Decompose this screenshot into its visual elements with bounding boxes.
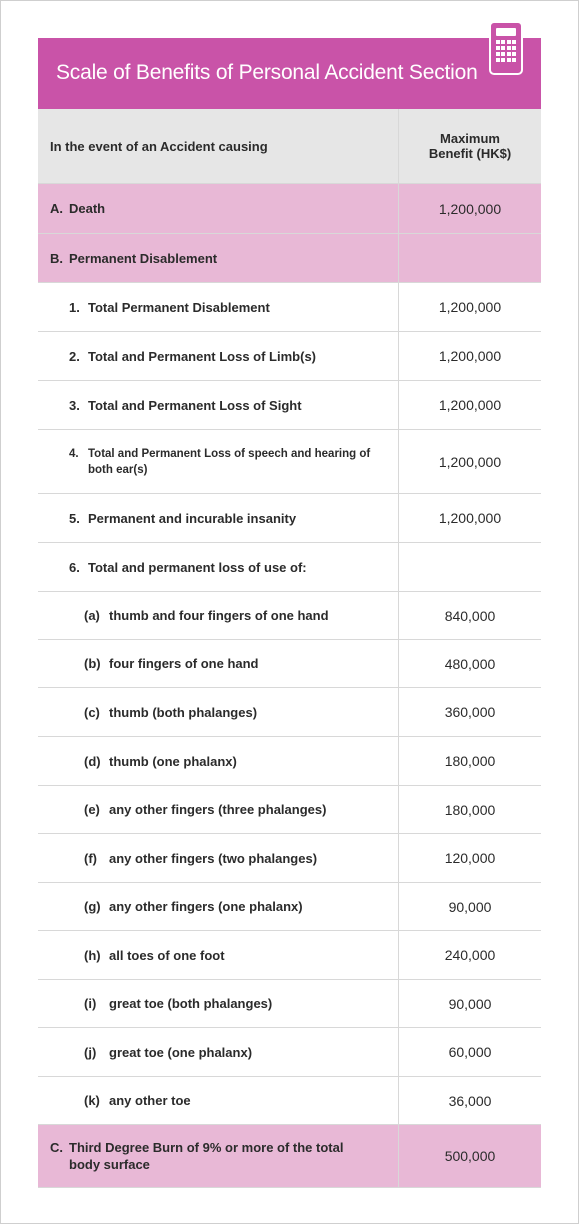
table-row: [38, 234, 541, 283]
table-row: [38, 430, 541, 494]
row-label: thumb (both phalanges): [109, 704, 258, 720]
row-value: 1,200,000: [399, 430, 542, 494]
row-number: (k): [84, 1093, 100, 1108]
row-label: any other fingers (three phalanges): [109, 802, 327, 817]
row-value: [399, 234, 542, 283]
row-number: 4.: [69, 447, 79, 460]
table-row: [38, 786, 541, 834]
row-number: B.: [50, 250, 63, 266]
row-number: (e): [84, 802, 100, 817]
table-row: [38, 184, 541, 234]
table-row: [38, 883, 541, 931]
row-value: 500,000: [399, 1125, 542, 1188]
row-value: 120,000: [399, 834, 542, 883]
row-value: 90,000: [399, 980, 542, 1028]
table-row: [38, 931, 541, 980]
row-number: A.: [50, 201, 63, 216]
row-number: 6.: [69, 559, 80, 575]
row-label: four fingers of one hand: [109, 656, 259, 671]
row-label: Third Degree Burn of 9% or more of the total body surface: [69, 1140, 344, 1172]
table-row: [38, 494, 541, 543]
table-row: [38, 592, 541, 640]
row-number: C.: [50, 1140, 63, 1155]
row-number: 5.: [69, 510, 80, 526]
row-value: 1,200,000: [399, 494, 542, 543]
row-value: 180,000: [399, 737, 542, 786]
row-label: Total and Permanent Loss of Limb(s): [88, 348, 317, 364]
row-label: any other toe: [109, 1093, 191, 1108]
calculator-icon: [489, 21, 523, 75]
row-value: 1,200,000: [399, 184, 542, 234]
row-label: Permanent and incurable insanity: [88, 510, 297, 526]
row-value: 1,200,000: [399, 381, 542, 430]
row-label: Total and Permanent Loss of speech and hearing of both ear(s): [88, 447, 371, 476]
row-value: 360,000: [399, 688, 542, 737]
row-number: (i): [84, 996, 97, 1011]
row-number: (c): [84, 704, 100, 720]
page-title: Scale of Benefits of Personal Accident Section: [56, 61, 478, 84]
benefits-table: [38, 109, 541, 1188]
row-number: (b): [84, 656, 101, 671]
row-value: 60,000: [399, 1028, 542, 1077]
table-row: [38, 543, 541, 592]
table-row: [38, 688, 541, 737]
row-label: Total and Permanent Loss of Sight: [88, 397, 302, 413]
row-value: 1,200,000: [399, 332, 542, 381]
row-value: 36,000: [399, 1077, 542, 1125]
table-row: [38, 381, 541, 430]
row-label: thumb and four fingers of one hand: [109, 608, 329, 623]
row-number: (j): [84, 1044, 97, 1060]
table-row: [38, 283, 541, 332]
table-header-row: [38, 109, 541, 184]
row-number: 1.: [69, 299, 80, 315]
row-label: any other fingers (one phalanx): [109, 899, 303, 914]
table-row: [38, 737, 541, 786]
table-row: [38, 980, 541, 1028]
title-banner: [38, 38, 541, 109]
header-col-benefit-line1: Maximum: [440, 131, 500, 146]
row-number: (g): [84, 899, 101, 914]
row-number: 2.: [69, 348, 80, 364]
row-label: Death: [69, 201, 106, 216]
row-label: thumb (one phalanx): [109, 753, 237, 769]
row-value: 180,000: [399, 786, 542, 834]
table-row: [38, 1028, 541, 1077]
row-label: great toe (both phalanges): [109, 996, 273, 1011]
row-number: (a): [84, 608, 100, 623]
row-label: all toes of one foot: [109, 947, 225, 963]
row-value: 1,200,000: [399, 283, 542, 332]
table-row: [38, 1125, 541, 1188]
row-number: (f): [84, 850, 97, 866]
row-value: 90,000: [399, 883, 542, 931]
row-number: 3.: [69, 397, 80, 413]
header-col-event: In the event of an Accident causing: [50, 138, 268, 154]
row-value: 840,000: [399, 592, 542, 640]
row-value: 240,000: [399, 931, 542, 980]
row-number: (h): [84, 947, 101, 963]
table-row: [38, 834, 541, 883]
table-row: [38, 640, 541, 688]
row-label: Permanent Disablement: [69, 250, 218, 266]
row-label: Total Permanent Disablement: [88, 299, 270, 315]
row-value: 480,000: [399, 640, 542, 688]
row-label: great toe (one phalanx): [109, 1044, 253, 1060]
benefits-card: [38, 38, 541, 1188]
header-col-benefit-line2: Benefit (HK$): [428, 146, 512, 161]
row-number: (d): [84, 753, 101, 769]
row-label: any other fingers (two phalanges): [109, 850, 318, 866]
row-value: [399, 543, 542, 592]
table-row: [38, 332, 541, 381]
table-row: [38, 1077, 541, 1125]
row-label: Total and permanent loss of use of:: [88, 559, 307, 575]
